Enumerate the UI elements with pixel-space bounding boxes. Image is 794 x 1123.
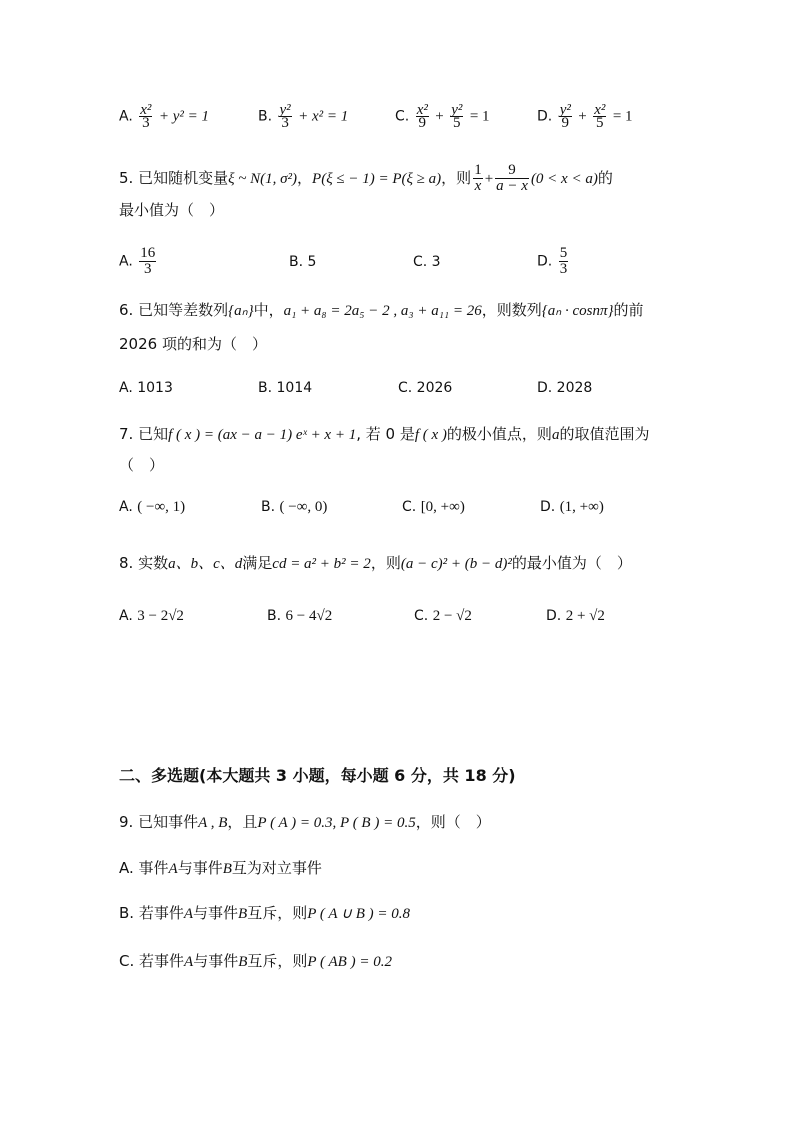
q9-option-b[interactable]: B. 若事件A与事件B互斥，则P ( A ∪ B ) = 0.8 [119,904,410,922]
q5-option-c[interactable]: C. 3 [413,254,441,270]
q7-option-c[interactable]: C. [0, +∞) [402,499,465,515]
q4-option-d[interactable]: D. $\frac{\text{y²}}{9}$ + $\frac{\text{x²}}{5}$ = 1 [537,102,633,131]
fraction: $\frac{\text{y²}}{5}$ [451,102,463,131]
q9-option-a[interactable]: A. 事件A与事件B互为对立事件 [119,859,322,877]
q4-option-a[interactable] [119,104,209,129]
fraction: $\frac{\text{x²}}{5}$ [594,102,606,131]
question-5-line2: 最小值为（ ） [119,201,225,219]
q9-option-c[interactable]: C. 若事件A与事件B互斥，则P ( AB ) = 0.2 [119,952,392,970]
q6-option-c[interactable]: C. 2026 [398,380,453,396]
equation: = 1 [612,108,633,125]
fraction: $\frac{5}{3}$ [559,245,568,277]
q5-option-d[interactable]: D. $\frac{5}{3}$ [537,245,568,277]
option-label: D. [537,108,553,125]
q5-option-a[interactable]: A. $\frac{16}{3}$ [119,245,156,277]
equation: + y² = 1 [158,108,209,125]
q6-option-b[interactable]: B. 1014 [258,380,313,396]
q7-option-b[interactable]: B. ( −∞, 0) [261,499,328,515]
fraction: $\frac{\text{x²}}{9}$ [416,102,428,131]
q8-option-c[interactable]: C. 2 − √2 [414,608,472,624]
q4-option-b[interactable] [258,104,348,129]
q7-option-a[interactable]: A. ( −∞, 1) [119,499,186,515]
q6-option-a[interactable]: A. 1013 [119,380,173,396]
fraction: $\frac{16}{3}$ [140,245,156,277]
section-heading: 二、多选题(本大题共 3 小题，每小题 6 分，共 18 分) [119,766,516,785]
option-label: C. [395,108,410,125]
fraction: $\frac{\text{y²}}{9}$ [559,102,571,131]
q6-option-d[interactable]: D. 2028 [537,380,593,396]
option-label: B. [258,108,273,125]
question-9-stem: 9. 已知事件A , B，且P ( A ) = 0.3, P ( B ) = 0.5，则（ ） [119,813,491,831]
question-6-stem: 6. 已知等差数列{aₙ}中，a₁ + a₈ = 2a₅ − 2 , a₃ + a₁₁ = 26，则数列{aₙ · cosnπ}的前 [119,301,644,319]
option-label: A. [119,108,133,125]
question-8-stem: 8. 实数a、b、c、d满足cd = a² + b² = 2，则(a − c)² + (b − d)²的最小值为（ ） [119,554,632,572]
q7-option-d[interactable]: D. (1, +∞) [540,499,604,515]
fraction: $\frac{1}{x}$ [474,162,482,194]
equation: + x² = 1 [298,108,349,125]
q8-option-d[interactable]: D. 2 + √2 [546,608,605,624]
q5-option-b[interactable]: B. 5 [289,254,317,270]
question-6-line2: 2026 项的和为（ ） [119,335,267,353]
equation: = 1 [469,108,490,125]
question-7-line2: （ ） [119,456,165,474]
q4-option-c[interactable]: C. $\frac{\text{x²}}{9}$ + $\frac{\text{y²}}{5}$ = 1 [395,102,490,131]
fraction: $\frac{9}{a - x}$ [496,162,528,194]
question-5-stem: 5. 已知随机变量ξ ~ N(1, σ²)，P(ξ ≤ − 1) = P(ξ ≥ a)，则 $\frac{1}{x}$ + $\frac{9}{a - x}$ (0 < x < a)的 [119,162,613,194]
q8-option-a[interactable]: A. 3 − 2√2 [119,608,184,624]
q8-option-b[interactable]: B. 6 − 4√2 [267,608,333,624]
fraction: $\frac{\text{x²}}{3}$ [140,102,152,131]
question-7-stem: 7. 已知f ( x ) = (ax − a − 1) eˣ + x + 1, 若 0 是f ( x )的极小值点，则a的取值范围为 [119,425,650,443]
fraction: $\frac{\text{y²}}{3}$ [279,102,291,131]
